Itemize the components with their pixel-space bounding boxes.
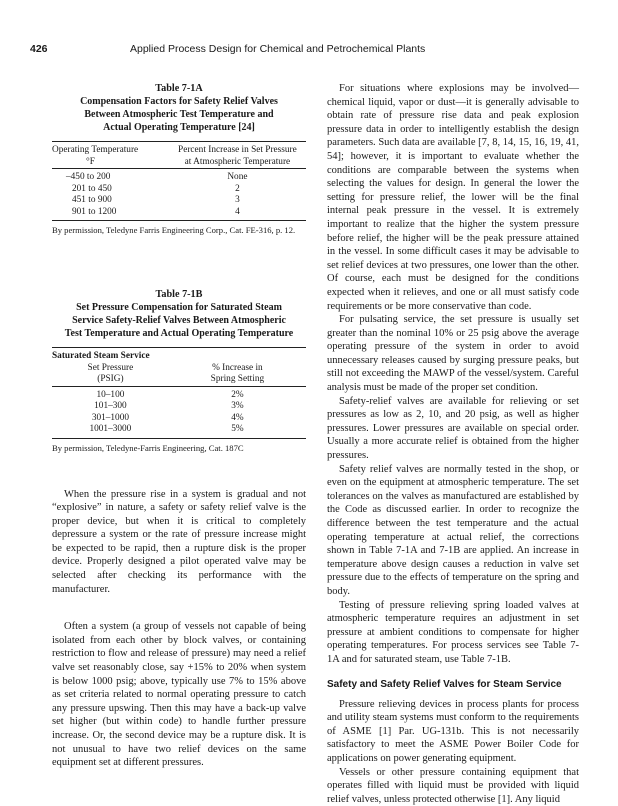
table-title-line: Service Safety-Relief Valves Between Atmospheric (52, 314, 306, 327)
running-title: Applied Process Design for Chemical and Petrochemical Plants (130, 43, 425, 55)
column-header: Set Pressure (PSIG) (52, 363, 169, 387)
body-paragraph: For situations where explosions may be involved—chemical liquid, vapor or dust—it is generally advisable to obtain rate of pressure rise data and peak explosion pressure data in order to intelligently establish the design parameters. Such data are available [7, 8, 14, 15, 16, 19, 41, 54]; however, it is important to evaluate whether the conditions are comparable between the systems when selecting the values for design. In general the lower the setting for pressure relief, the lower will be the final internal peak pressure in the vessel. It is extremely important to realize that the higher the system pressure before relief, the higher will be the peak pressure attained in the vessel. In some difficult cases it may be advisable to set relief devices at two pressures, one lower than the other. Of course, each must be designed for the conditions expected when it relieves, and one or all must satisfy code requirements or be more conservative than code. (327, 82, 579, 313)
body-paragraph: Testing of pressure relieving spring loaded valves at atmospheric temperature requires an adjustment in set pressure at ambient conditions to compensate for higher operating temperatures. For process services see Table 7-1A and for saturated steam, use Table 7-1B. (327, 599, 579, 667)
page-header (30, 43, 590, 57)
table-title-line: Between Atmospheric Test Temperature and (52, 108, 306, 121)
data-table (52, 141, 306, 220)
table-cell: 4% (169, 413, 306, 425)
table-title-line: Set Pressure Compensation for Saturated Steam (52, 301, 306, 314)
table-cell: 5% (169, 424, 306, 438)
body-paragraph: Often a system (a group of vessels not capable of being isolated from each other by block valves, or containing restriction to flow and release of pressure) may need a relief valve set reasonably close, say +15% to 20% when system is below 1000 psig; above, typically use 7% to 15% above as set criteria related to normal operating pressure to catch any pressure upswing. Then this may have a back-up valve set higher (but within code) to handle further pressure increase. Or, the second device may be a rupture disk. It is not unusual to have two relief devices on the same equipment set at different pressures. (52, 620, 306, 770)
table-cell: 3% (169, 401, 306, 413)
body-paragraph: Safety-relief valves are available for relieving or set pressures as low as 2, 10, and 20 psig, as well as higher pressures. Lower pressures are available on special order. Usually a more accurate relief is obtained from the higher pressures. (327, 395, 579, 463)
table-source-note: By permission, Teledyne-Farris Engineering, Cat. 187C (52, 443, 306, 454)
body-paragraph: For pulsating service, the set pressure is usually set greater than the nominal 10% or 25 psig above the average operating pressure of the system in order to avoid unnecessary releases caused by surging pressure peaks, but still not exceeding the MAWP of the vessel/system. Careful analysis must be made of the proper set condition. (327, 313, 579, 395)
table-label: Table 7-1A (52, 82, 306, 95)
body-paragraph: Pressure relieving devices in process plants for process and utility steam systems must conform to the requirements of ASME [1] Par. UG-131b. This is not necessarily satisfactory to meet the ASME Power Boiler Code for applications on power generating equipment. (327, 698, 579, 766)
table-cell: –450 to 200 (52, 169, 169, 184)
table-cell: 901 to 1200 (52, 207, 169, 221)
table-cell: 2 (169, 184, 306, 196)
column-header: % Increase in Spring Setting (169, 363, 306, 387)
table-cell: None (169, 169, 306, 184)
body-paragraph: When the pressure rise in a system is gradual and not “explosive” in nature, a safety or safety relief valve is the proper device, but when it is critical to completely depressure a system or the rate of pressure increase might be expected to be rapid, then a rupture disk is the proper device. Properly designed a pilot operated valve may be selected after checking its performance with the manufacturer. (52, 488, 306, 597)
page-number: 426 (30, 43, 48, 55)
table-title-line: Compensation Factors for Safety Relief Valves (52, 95, 306, 108)
table-7-1a (52, 82, 306, 236)
table-cell: 2% (169, 386, 306, 401)
left-column (52, 82, 306, 770)
data-table (52, 347, 306, 438)
table-cell: 201 to 450 (52, 184, 169, 196)
section-heading: Safety and Safety Relief Valves for Steam Service (327, 679, 579, 690)
table-label: Table 7-1B (52, 288, 306, 301)
body-paragraph: Vessels or other pressure containing equipment that operates filled with liquid must be provided with liquid relief valves, unless protected otherwise [1]. Any liquid (327, 766, 579, 806)
table-title-line: Actual Operating Temperature [24] (52, 121, 306, 134)
table-cell: 1001–3000 (52, 424, 169, 438)
table-cell: 101–300 (52, 401, 169, 413)
table-cell: 301–1000 (52, 413, 169, 425)
group-header: Saturated Steam Service (52, 348, 306, 363)
table-cell: 451 to 900 (52, 195, 169, 207)
table-cell: 10–100 (52, 386, 169, 401)
table-title-line: Test Temperature and Actual Operating Temperature (52, 327, 306, 340)
table-cell: 4 (169, 207, 306, 221)
table-source-note: By permission, Teledyne Farris Engineering Corp., Cat. FE-316, p. 12. (52, 225, 306, 236)
column-header: Operating Temperature °F (52, 142, 169, 169)
right-column (327, 82, 579, 806)
column-header: Percent Increase in Set Pressure at Atmospheric Temperature (169, 142, 306, 169)
table-cell: 3 (169, 195, 306, 207)
body-paragraph: Safety relief valves are normally tested in the shop, or even on the equipment at atmospheric temperature. The set tolerances on the valves as manufactured are established by the Code as discussed earlier. In order to recognize the difference between the test temperature and the actual operating temperature at actual relief, the corrections shown in Table 7-1A and 7-1B are applied. An increase in temperature above design causes a reduction in valve set pressure due to the effects of temperature on the spring and body. (327, 463, 579, 599)
table-7-1b (52, 288, 306, 454)
